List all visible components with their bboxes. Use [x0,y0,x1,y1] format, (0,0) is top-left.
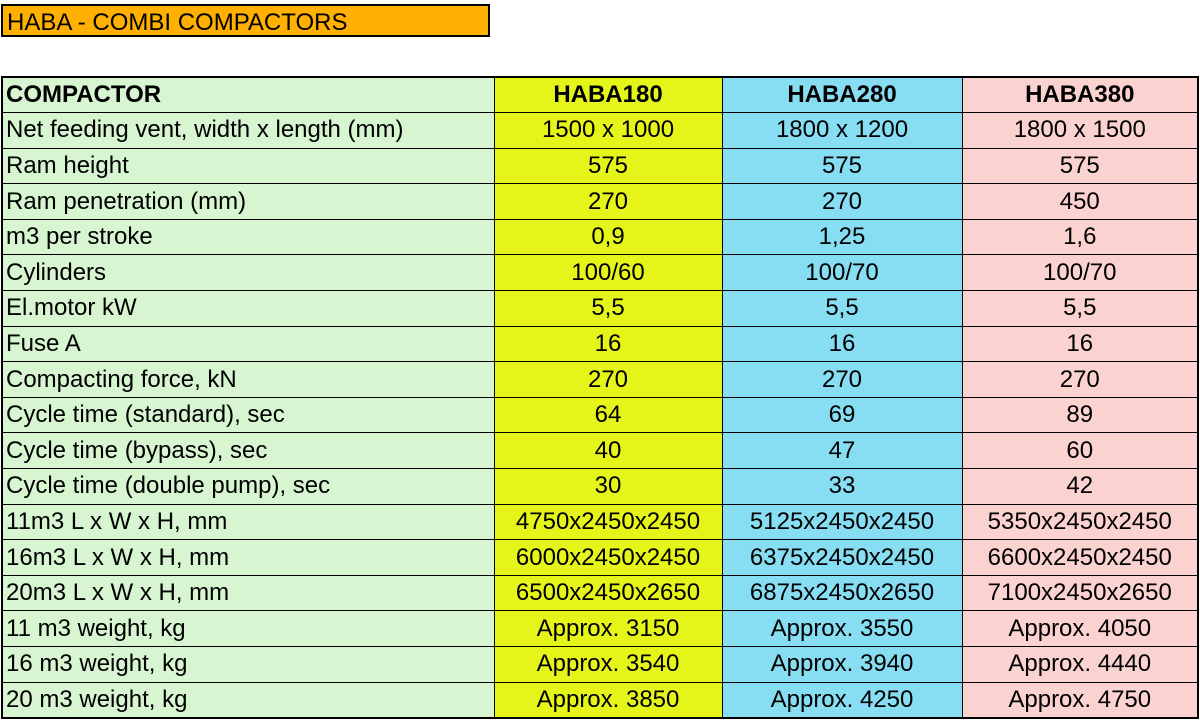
row-label: Ram height [2,148,494,184]
cell-haba380: 575 [962,148,1198,184]
row-label: Net feeding vent, width x length (mm) [2,113,494,149]
table-row [2,219,1198,255]
cell-haba380: 7100x2450x2650 [962,575,1198,611]
cell-haba180: 575 [494,148,722,184]
table-row [2,291,1198,327]
row-label: 16m3 L x W x H, mm [2,540,494,576]
cell-haba180: 5,5 [494,291,722,327]
cell-haba180: 30 [494,469,722,505]
cell-haba380: 1800 x 1500 [962,113,1198,149]
row-label: 11m3 L x W x H, mm [2,504,494,540]
cell-haba380: 450 [962,184,1198,220]
cell-haba280: 270 [722,362,962,398]
cell-haba380: Approx. 4440 [962,647,1198,683]
table-row [2,469,1198,505]
row-label: Cycle time (standard), sec [2,397,494,433]
cell-haba180: 270 [494,184,722,220]
row-label: 11 m3 weight, kg [2,611,494,647]
row-label: 16 m3 weight, kg [2,647,494,683]
cell-haba280: 1800 x 1200 [722,113,962,149]
row-label: Cycle time (bypass), sec [2,433,494,469]
table-row [2,504,1198,540]
table-row [2,540,1198,576]
cell-haba280: 5125x2450x2450 [722,504,962,540]
row-label: m3 per stroke [2,219,494,255]
cell-haba180: 64 [494,397,722,433]
cell-haba180: 4750x2450x2450 [494,504,722,540]
row-label: Ram penetration (mm) [2,184,494,220]
cell-haba180: 6000x2450x2450 [494,540,722,576]
table-row [2,326,1198,362]
cell-haba280: 47 [722,433,962,469]
column-header-haba280: HABA280 [722,77,962,113]
row-label: Cycle time (double pump), sec [2,469,494,505]
table-row [2,148,1198,184]
spec-table [1,76,1199,719]
cell-haba380: 5350x2450x2450 [962,504,1198,540]
table-row [2,362,1198,398]
cell-haba380: 6600x2450x2450 [962,540,1198,576]
column-header-haba380: HABA380 [962,77,1198,113]
table-row [2,682,1198,718]
table-row [2,255,1198,291]
cell-haba380: 1,6 [962,219,1198,255]
row-label: Cylinders [2,255,494,291]
cell-haba280: 1,25 [722,219,962,255]
row-label: 20m3 L x W x H, mm [2,575,494,611]
cell-haba280: 33 [722,469,962,505]
cell-haba280: 270 [722,184,962,220]
cell-haba380: 100/70 [962,255,1198,291]
cell-haba380: 270 [962,362,1198,398]
cell-haba280: 69 [722,397,962,433]
cell-haba280: 5,5 [722,291,962,327]
table-row [2,575,1198,611]
column-header-haba180: HABA180 [494,77,722,113]
cell-haba180: 0,9 [494,219,722,255]
table-row [2,433,1198,469]
cell-haba280: 6875x2450x2650 [722,575,962,611]
row-label: Fuse A [2,326,494,362]
cell-haba380: 5,5 [962,291,1198,327]
cell-haba280: Approx. 3940 [722,647,962,683]
row-label: 20 m3 weight, kg [2,682,494,718]
row-label: Compacting force, kN [2,362,494,398]
table-row [2,611,1198,647]
row-label: El.motor kW [2,291,494,327]
cell-haba180: 100/60 [494,255,722,291]
header-label: COMPACTOR [2,77,494,113]
cell-haba280: 6375x2450x2450 [722,540,962,576]
table-row [2,647,1198,683]
cell-haba380: Approx. 4750 [962,682,1198,718]
cell-haba280: 100/70 [722,255,962,291]
cell-haba280: 16 [722,326,962,362]
table-header-row [2,77,1198,113]
cell-haba180: Approx. 3540 [494,647,722,683]
cell-haba180: 270 [494,362,722,398]
cell-haba380: 16 [962,326,1198,362]
cell-haba380: 42 [962,469,1198,505]
table-row [2,184,1198,220]
cell-haba180: Approx. 3850 [494,682,722,718]
cell-haba180: Approx. 3150 [494,611,722,647]
cell-haba180: 1500 x 1000 [494,113,722,149]
document-title: HABA - COMBI COMPACTORS [1,4,490,37]
cell-haba180: 40 [494,433,722,469]
cell-haba380: Approx. 4050 [962,611,1198,647]
cell-haba180: 6500x2450x2650 [494,575,722,611]
cell-haba380: 60 [962,433,1198,469]
cell-haba180: 16 [494,326,722,362]
table-body [2,113,1198,718]
table-row [2,113,1198,149]
cell-haba280: Approx. 4250 [722,682,962,718]
cell-haba380: 89 [962,397,1198,433]
table-row [2,397,1198,433]
cell-haba280: 575 [722,148,962,184]
cell-haba280: Approx. 3550 [722,611,962,647]
